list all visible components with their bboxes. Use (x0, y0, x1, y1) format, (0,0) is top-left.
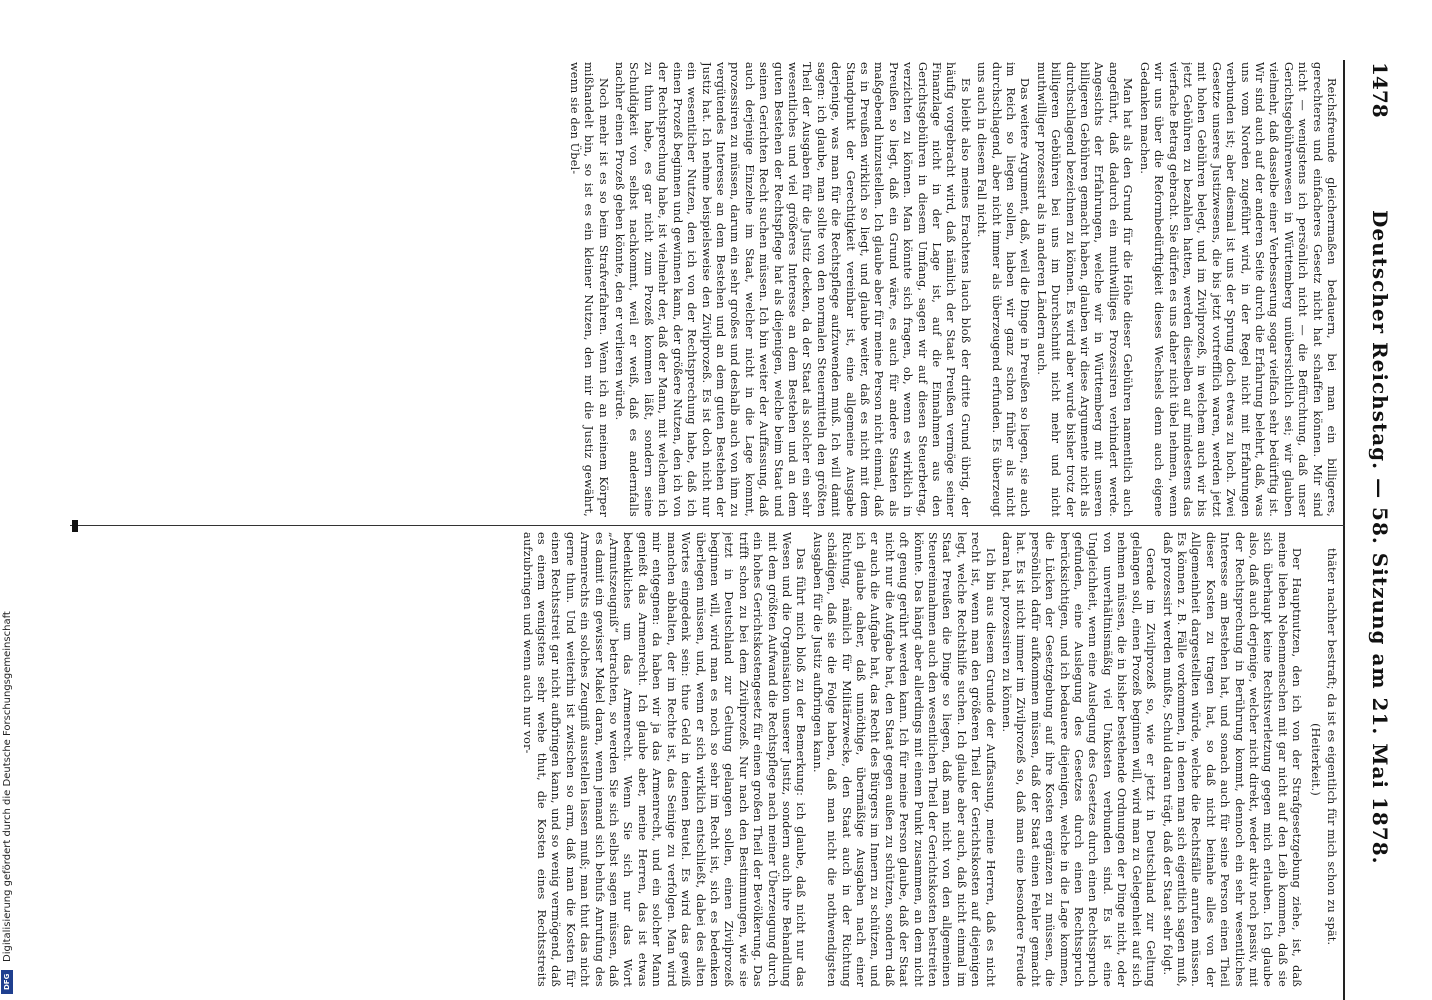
page-number: 1478 (1368, 62, 1392, 118)
digitization-credit: Digitalisierung gefördert durch die Deutsche Forschungsgemeinschaft (2, 611, 13, 962)
column-bottom (70, 532, 1338, 987)
header-rule (1343, 60, 1345, 1000)
column-bottom-body (519, 532, 1338, 987)
paragraph: Der Hauptnutzen, den ich von der Strafgesetzgebung ziehe, ist, daß meine lieben Nebenmenschen mit gar nicht auf den Leib kommen, daß sie sich überhaupt keine Rechtsverletzung gegen mich erlauben. Ich glaube also, daß auch derjenige, welcher nicht direkt, weder aktiv noch passiv, mit der Rechtsprechung in Berührung kommt, dennoch ein sehr wesentliches Interesse am Bestehen hat, und sonach auch für seine Person einen Theil dieser Kosten zu tragen hat, so daß nicht beinahe alles von der Allgemeinheit dargestellten würde, welche die Rechtsfälle anrufen müssen. Es können z. B. Fälle vorkommen, in denen man sich eigentlich sagen muß, daß prozessirt werden mußte, Schuld daran trägt, daß der Staat sehr folgt. (1160, 532, 1304, 987)
paragraph: Das führt mich bloß zu der Bemerkung: ich glaube, daß nicht nur das Wesen und die Organisation unserer Justiz, sondern auch ihre Behandlung mit dem größten Aufwand die Rechtspflege nach meiner Überzeugung durch ein hohes Gerichtskostengesetz für einen großen Theil der Bevölkerung. Das trifft schon zu bei dem Zivilprozeß. Nur nach den Bestimmungen, wie sie jetzt in Deutschland zur Geltung gelangen sollen, einen Zivilprozeß beginnen will, wird man es noch so sehr im Recht ist, sich es bedenken überlegen müssen, und, wenn er sich wirklich entschließt, dabei des alten Wortes eingedenk sein: thue Geld in deinen Beutel. Es wird das gewiß manchen abhalten, der im Rechte ist, das Seinige zu verfolgen. Man wird mir entgegnen: da haben wir ja das Armenrecht, und ein solcher Mann genießt das Armenrecht. Ich glaube aber, meine Herren, das ist etwas bedenkliches um das Armenrecht. Wenn Sie sich nur das Wort „Armutszeugniß“ betrachten, so werden Sie sich selbst sagen müssen, daß es damit ein gewisser Makel daran, wenn jemand sich behufs Anrufung des Armenrechts ein solches Zeugniß ausstellen lassen muß; man thut das nicht gerne thun. Und weiterhin ist zwischen so arm, daß man die Kosten für einen Rechtsstreit gar nicht aufbringen kann, und so wenig vermögend, daß es einem wenigstens sehr wehe thut, die Kosten eines Rechtsstreits aufzubringen und wenn auch nur vor- (520, 532, 808, 987)
interjection: (Heiterkeit.) (1308, 723, 1322, 796)
paragraph: Gerade im Zivilprozeß so, wie er jetzt in Deutschland zur Geltung gelangen soll, einen Prozeß beginnen will, wird man zu Gelegenheit auf sich nehmen müssen, die in bisher bestehende Ordnungen der Dinge nicht, oder von unverhältnismäßig viel Unkosten verbunden sind. Es ist eine Ungleichheit, wenn eine Auslegung des Gesetzes durch einen Rechtsspruch gefunden, eine Auslegung des Gesetzes durch einen Rechtsspruch berücksichtigen, und ich bedauere diejenigen, welche in die Lage kommen, die Lücken der Gesetzgebung auf ihre Kosten ergänzen zu müssen, die persönlich dafür aufkommen müssen, daß der Staat einen Fehler gemacht hat. Es ist nicht immer im Zivilprozeß so, daß man eine besondere Freude daran hat, prozessiren zu können. (1000, 532, 1158, 987)
column-top-body (566, 62, 1338, 517)
paragraph: Ich bin aus diesem Grunde der Auffassung, meine Herren, daß es nicht recht ist, wenn man den größeren Theil der Gerichtskosten auf diejenigen legt, welche Rechtshilfe suchen. Ich glaube aber auch, daß nicht einmal im Staat Preußen die Dinge so liegen, daß man nicht von den allgemeinen Steuereinnahmen auch den wesentlichen Theil der Gerichtskosten bestreiten könnte. Das hängt aber allerdings mit einem Punkt zusammen, an dem nicht oft genug gerührt werden kann. Ich für meine Person glaube, daß der Staat nicht nur die Aufgabe hat, den Staat gegen außen zu schützen, sondern daß er auch die Aufgabe hat, das Recht des Bürgers im Innern zu schützen, und ich glaube daher, daß unnöthige, übermäßige Ausgaben nach einer Richtung, nämlich für Militärzwecke, den Staat auch in der Richtung schädigen, daß sie die Folge haben, daß man nicht die nothwendigsten Ausgaben für die Justiz aufbringen kann. (810, 532, 997, 987)
paragraph: Das weitere Argument, daß, weil die Dinge in Preußen so liegen, sie auch im Reich so liegen sollen, haben wir ganz schon früher als nicht durchschlagend, aber nicht immer als überzeugend erfunden. Es überzeugt uns auch in diesem Fall nicht. (975, 62, 1032, 517)
dfg-logo: DFG (1, 970, 13, 994)
page-header-title: Deutscher Reichstag. — 58. Sitzung am 21. Mai 1878. (1368, 210, 1392, 865)
paragraph: Es bleibt also meines Erachtens lauch bloß der dritte Grund übrig, der häufig vorgebracht wird, daß nämlich der Staat Preußen vermöge seiner Finanzlage nicht in der Lage ist, auf die Einnahmen aus den Gerichtsgebühren in diesem Umfang, sagen wir auf diesen Steuerbetrag, verzichten zu können. Man könnte sich fragen, ob, wenn es wirklich in Preußen so liegt, daß ein Grund wäre, es auch für andere Staaten als maßgebend hinzustellen. Ich glaube aber für meine Person nicht einmal, daß es in Preußen wirklich so liegt, und glaube weiter, daß es nicht mit dem Standpunkt der Gerechtigkeit vereinbar ist, eine allgemeine Ausgabe derjenige, was man für die Rechtspflege aufzuwenden muß. Ich will damit sagen: ich glaube, man sollte von den normalen Steuermitteln den größten Theil der Ausgaben für die Justiz decken, da der Staat als solcher ein sehr wesentliches und viel größeres Interesse an dem Bestehen und an dem guten Bestehen der Rechtspflege hat als diejenigen, welche beim Staat und seinen Gerichten Recht suchen müssen. Ich bin weiter der Auffassung, daß auch derjenige Einzelne im Staat, welcher nicht in die Lage kommt, prozessiren zu müssen, darum ein sehr großes und deshalb auch von ihm zu vergütendes Interesse an dem Bestehen und an dem guten Bestehen der Justiz hat. Ich nehme beispielsweise den Zivilprozeß. Es ist doch nicht nur ein wesentlicher Nutzen, den ich von der Rechtsprechung habe, daß ich einen Prozeß beginnen und gewinnen kann, der größere Nutzen, den ich von der Rechtsprechung habe, ist vielmehr der, daß der Mann, mit welchem ich zu thun habe, es gar nicht zum Prozeß kommen läßt, sondern seine Schuldigkeit von selbst nachkommt, weil er weiß, daß es andernfalls nachher einen Prozeß geben könnte, den er verlieren würde. (613, 62, 972, 517)
column-top (70, 62, 1338, 517)
column-divider (70, 525, 1345, 526)
paragraph: thäter nachher bestraft; da ist es eigentlich für mich schon zu spät. (1325, 548, 1338, 946)
paragraph: Man hat als den Grund für die Höhe dieser Gebühren namentlich auch angeführt, daß dadurch ein muthwilliges Prozessiren verhindert werde. Angesichts der Erfahrungen, welche wir in Württemberg mit unseren billigeren Gebühren gemacht haben, glauben wir diese Argumente nicht als durchschlagend bezeichnen zu können. Es wird aber wurde bisher trotz der billigeren Gebühren bei uns im Durchschnitt nicht mehr und nicht muthwilliger prozessirt als in anderen Ländern auch. (1034, 62, 1135, 517)
paragraph: Reichsfreunde gleichermaßen bedauern, bei man ein billigeres, gerechteres und einfacheres Gesetz nicht hat schaffen können. Mir sind nicht — wenigstens ich persönlich nicht — die Befürchtung, daß unser Gerichtsgebührenwesen in Württemberg unübersichtlich sei; wir glauben vielmehr, daß dasselbe einer Verbesserung sogar vielfach sehr bedürftig ist. Wir sind auch auf der anderen Seite durch die Erfahrung belehrt, daß, was uns vom Norden zugeführt wird, in der Regel nicht mit Erfahrungen verbunden ist; aber diesmal ist uns der Sprung doch etwas zu hoch. Zwei Gesetze unseres Justizwesens, die bis jetzt vortrefflich waren, werden jetzt mit hohen Gebühren belegt, und im Zivilprozeß, in welchem auch wir bis jetzt Gebühren zu bezahlen hatten, werden dieselben auf mindestens das vierfache Betrag gebracht. Sie dürfen es uns daher nicht übel nehmen, wenn wir uns über die Reformbedürftigkeit dieses Wechsels denn auch eigene Gedanken machen. (1137, 62, 1338, 517)
fold-mark (72, 520, 78, 532)
paragraph: Noch mehr ist es so beim Strafverfahren. Wenn ich an meinem Körper mißhandelt bin, so ist es ein kleiner Nutzen, den mir die Justiz gewährt, wenn sie den Übel- (567, 62, 610, 517)
